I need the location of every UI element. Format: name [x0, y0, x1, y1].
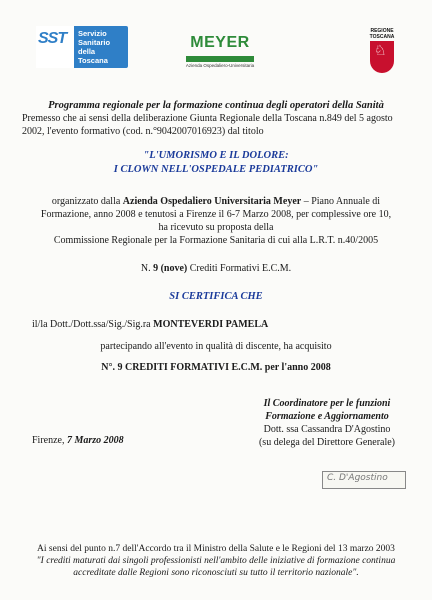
meyer-logo-subtitle: Azienda Ospedaliero-Universitaria	[185, 63, 255, 68]
regione-logo-label	[360, 28, 404, 40]
organizer-line-1	[30, 195, 402, 208]
organizer-line-1-rest: – Piano Annuale di	[301, 196, 381, 207]
recipient-line	[32, 318, 412, 331]
date: 7 Marzo 2008	[67, 435, 124, 446]
credits-line	[20, 262, 412, 275]
program-title: Programma regionale per la formazione continua degli operatori della Sanità	[48, 100, 384, 111]
sst-logo-mark-area	[36, 26, 74, 68]
signature: C. D'Agostino	[327, 473, 388, 483]
sst-logo	[36, 26, 128, 68]
meyer-logo-bar	[186, 56, 254, 62]
organizer-name: Azienda Ospedaliero Universitaria Meyer	[122, 196, 302, 207]
coordinator-line-2: Formazione e Aggiornamento	[265, 411, 389, 422]
sst-logo-mark: SST	[38, 30, 67, 47]
regione-label-line-1: REGIONE	[370, 28, 394, 34]
sst-logo-text	[78, 29, 128, 65]
coordinator-name: Dott. ssa Cassandra D'Agostino	[263, 424, 391, 435]
organizer-prefix: organizzato dalla	[51, 196, 123, 207]
sst-line-4: Toscana	[78, 56, 108, 65]
footer-line-2: "I crediti maturati dai singoli professionisti nell'ambito delle iniziative di formazione continua	[36, 556, 396, 566]
organizer-line-2: Formazione, anno 2008 e tenutosi a Firenze il 6-7 Marzo 2008, per complessive ore 10,	[40, 209, 392, 220]
event-title	[60, 149, 372, 177]
credits-prefix: N.	[140, 263, 154, 274]
event-title-line-2: I CLOWN NELL'OSPEDALE PEDIATRICO"	[113, 164, 319, 175]
regione-toscana-logo	[360, 28, 404, 76]
coordinator-delegation: (su delega del Direttore Generale)	[258, 437, 396, 448]
certifies-heading: SI CERTIFICA CHE	[169, 291, 263, 302]
footer-note	[20, 543, 412, 579]
organizer-paragraph	[30, 195, 402, 247]
footer-line-1: Ai sensi del punto n.7 dell'Accordo tra il Ministro della Salute e le Regioni del 13 marzo 2003	[37, 544, 395, 554]
credits-year-line: N°. 9 CREDITI FORMATIVI E.C.M. per l'anno 2008	[101, 362, 331, 373]
pegasus-icon: ♘	[374, 44, 387, 59]
sst-line-2: Sanitario	[78, 38, 111, 47]
regione-label-line-2: TOSCANA	[369, 34, 395, 40]
recipient-name: MONTEVERDI PAMELA	[153, 319, 269, 330]
place-date	[32, 434, 182, 447]
premesso-paragraph: Premesso che ai sensi della deliberazione Giunta Regionale della Toscana n.849 del 5 agosto 2002, l'evento formativo (cod. n.°9042007016923) dal titolo	[22, 113, 393, 137]
meyer-logo	[180, 30, 260, 72]
event-title-line-1: "L'UMORISMO E IL DOLORE:	[143, 150, 289, 161]
participation-line: partecipando all'evento in qualità di discente, ha acquisito	[100, 341, 332, 352]
coordinator-block	[232, 397, 422, 449]
coordinator-line-1: Il Coordinatore per le funzioni	[263, 398, 391, 409]
organizer-line-3: ha ricevuto su proposta della	[158, 222, 274, 233]
footer-line-3: accreditate dalle Regioni sono riconosciuti su tutto il territorio nazionale".	[73, 568, 359, 578]
signature-box	[322, 471, 406, 489]
sst-line-1: Servizio	[78, 29, 107, 38]
sst-line-3: della	[78, 47, 96, 56]
meyer-logo-word: MEYER	[190, 34, 250, 51]
place: Firenze,	[32, 435, 67, 446]
organizer-line-4: Commissione Regionale per la Formazione Sanitaria di cui alla L.R.T. n.40/2005	[53, 235, 379, 246]
credits-rest: Crediti Formativi E.C.M.	[187, 263, 292, 274]
recipient-prefix: il/la Dott./Dott.ssa/Sig./Sig.ra	[32, 319, 154, 330]
credits-count: 9 (nove)	[153, 263, 188, 274]
